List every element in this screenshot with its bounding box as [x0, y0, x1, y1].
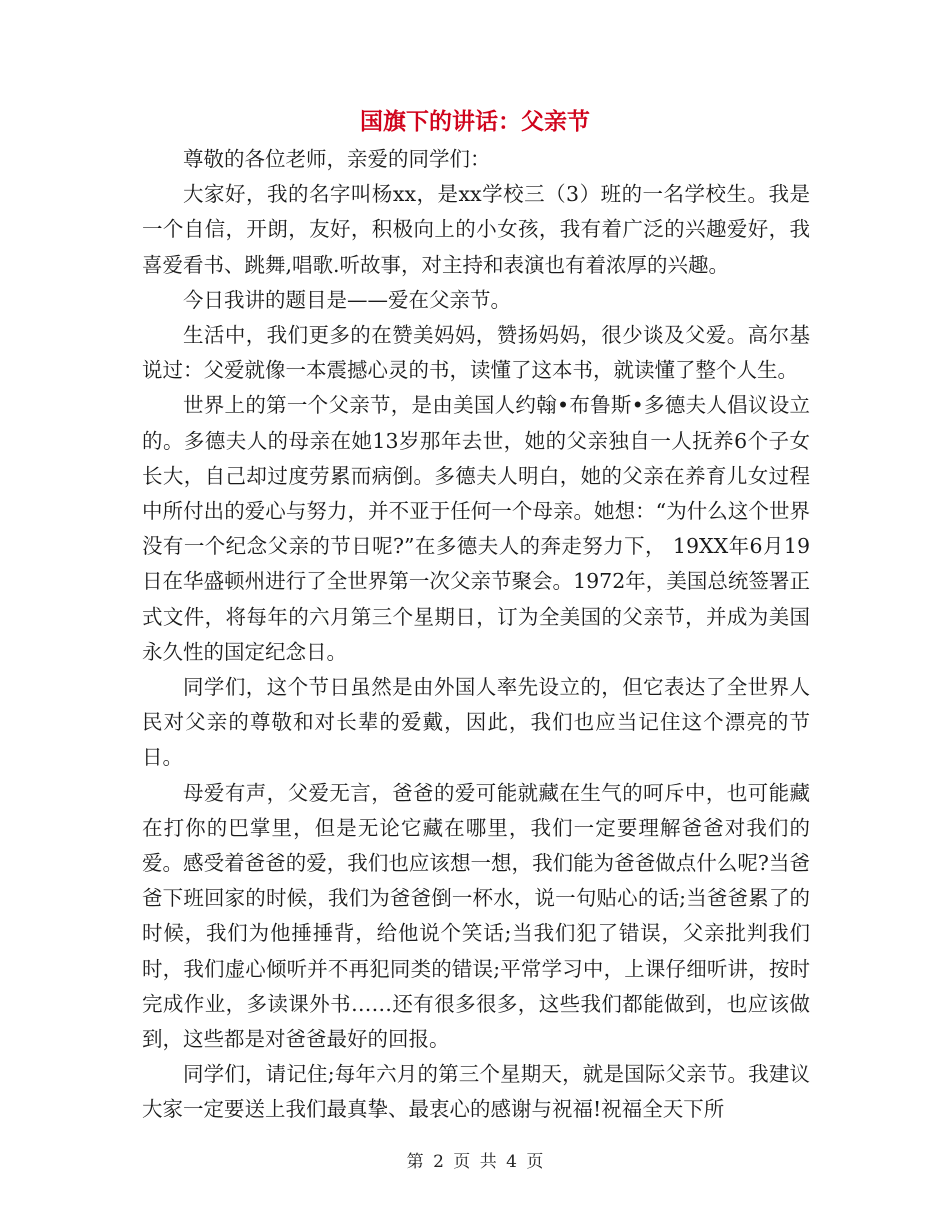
paragraph-history: 世界上的第一个父亲节，是由美国人约翰•布鲁斯•多德夫人倡议设立的。多德夫人的母亲在她13岁那年去世，她的父亲独自一人抚养6个子女长大，自己却过度劳累而病倒。多德夫人明白，她的父亲在养育儿女过程中所付出的爱心与努力，并不亚于任何一个母亲。她想：“为什么这个世界没有一个纪念父亲的节日呢?”在多德夫人的奔走努力下， 19XX年6月19日在华盛顿州进行了全世界第一次父亲节聚会。1972年，美国总统签署正式文件，将每年的六月第三个星期日，订为全美国的父亲节，并成为美国永久性的国定纪念日。 [142, 393, 810, 664]
paragraph-topic: 今日我讲的题目是——爱在父亲节。 [183, 287, 511, 312]
paragraph-closing: 同学们，请记住;每年六月的第三个星期天，就是国际父亲节。我建议大家一定要送上我们最真挚、最衷心的感谢与祝福!祝福全天下所 [142, 1062, 810, 1122]
paragraph-fatherly-love: 生活中，我们更多的在赞美妈妈，赞扬妈妈，很少谈及父爱。高尔基说过：父爱就像一本震撼心灵的书，读懂了这本书，就读懂了整个人生。 [142, 323, 810, 383]
paragraph-greeting: 尊敬的各位老师，亲爱的同学们： [183, 147, 491, 171]
page-number: 第 2 页 共 4 页 [406, 1152, 544, 1172]
paragraph-gratitude: 母爱有声，父爱无言，爸爸的爱可能就藏在生气的呵斥中，也可能藏在打你的巴掌里，但是无论它藏在哪里，我们一定要理解爸爸对我们的爱。感受着爸爸的爱，我们也应该想一想，我们能为爸爸做点什么呢?当爸爸下班回家的时候，我们为爸爸倒一杯水，说一句贴心的话;当爸爸累了的时候，我们为他捶捶背，给他说个笑话;当我们犯了错误，父亲批判我们时，我们虚心倾听并不再犯同类的错误;平常学习中，上课仔细听讲，按时完成作业，多读课外书……还有很多很多，这些我们都能做到，也应该做到，这些都是对爸爸最好的回报。 [142, 780, 810, 1052]
paragraph-remember: 同学们，这个节日虽然是由外国人率先设立的，但它表达了全世界人民对父亲的尊敬和对长辈的爱戴，因此，我们也应当记住这个漂亮的节日。 [142, 675, 810, 770]
page-title: 国旗下的讲话：父亲节 [360, 109, 590, 135]
speech-body [142, 142, 810, 1128]
paragraph-introduction: 大家好，我的名字叫杨xx，是xx学校三（3）班的一名学校生。我是一个自信，开朗，友好，积极向上的小女孩，我有着广泛的兴趣爱好，我喜爱看书、跳舞,唱歌.听故事，对主持和表演也有着浓厚的兴趣。 [142, 182, 810, 277]
